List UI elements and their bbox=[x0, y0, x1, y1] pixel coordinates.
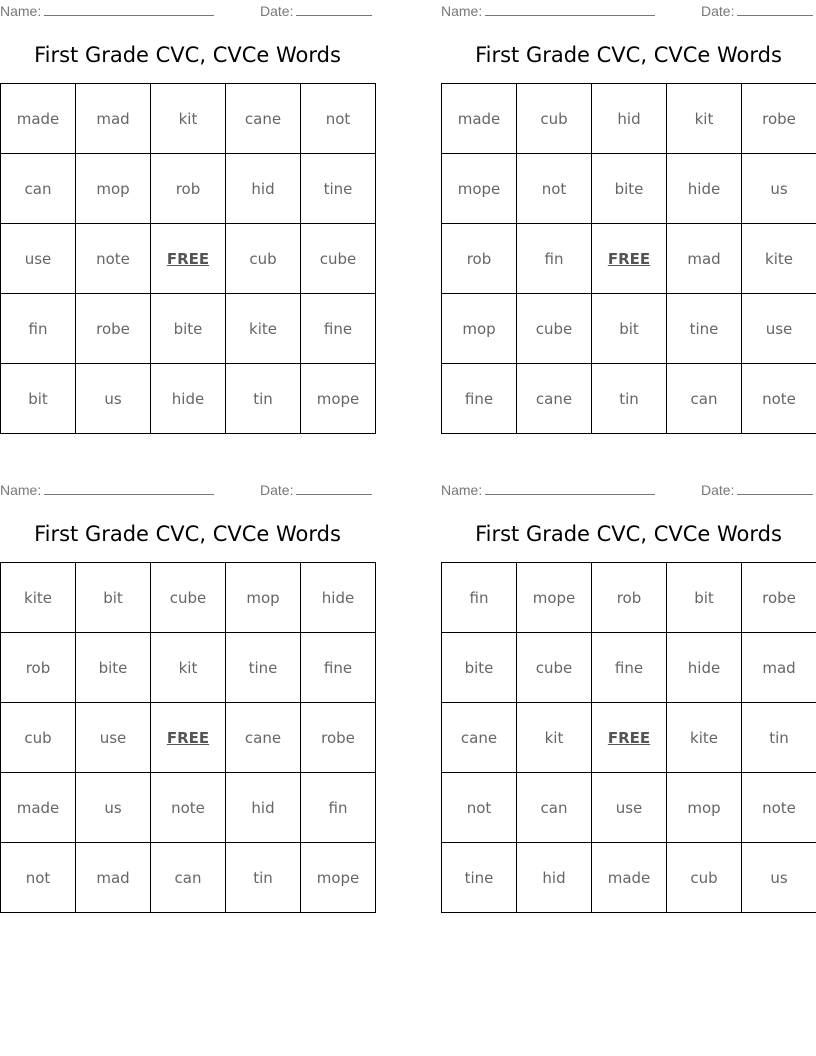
word-cell: rob bbox=[1, 633, 76, 703]
bingo-row bbox=[442, 294, 816, 364]
word-cell: not bbox=[1, 843, 76, 913]
bingo-row bbox=[1, 703, 376, 773]
word-cell: cube bbox=[517, 294, 592, 364]
word-cell: cube bbox=[301, 224, 376, 294]
word-cell: cub bbox=[226, 224, 301, 294]
free-space bbox=[151, 703, 226, 773]
word-cell: robe bbox=[742, 563, 816, 633]
bingo-row bbox=[1, 294, 376, 364]
word-cell: bite bbox=[76, 633, 151, 703]
name-blank-line bbox=[44, 482, 214, 495]
word-cell: kite bbox=[1, 563, 76, 633]
date-label: Date: bbox=[701, 482, 735, 498]
bingo-row bbox=[1, 843, 376, 913]
word-cell: rob bbox=[151, 154, 226, 224]
word-cell: kite bbox=[226, 294, 301, 364]
word-cell: use bbox=[76, 703, 151, 773]
word-cell: hid bbox=[517, 843, 592, 913]
word-cell: cane bbox=[226, 703, 301, 773]
name-blank-line bbox=[485, 482, 655, 495]
word-cell: bit bbox=[1, 364, 76, 434]
date-blank-line bbox=[296, 3, 372, 16]
name-label: Name: bbox=[441, 3, 483, 19]
bingo-row bbox=[442, 84, 816, 154]
word-cell: us bbox=[76, 773, 151, 843]
word-cell: mop bbox=[442, 294, 517, 364]
bingo-row bbox=[442, 224, 816, 294]
word-cell: hid bbox=[226, 154, 301, 224]
word-cell: tin bbox=[226, 364, 301, 434]
word-cell: mop bbox=[76, 154, 151, 224]
free-space-label: FREE bbox=[166, 728, 210, 747]
word-cell: rob bbox=[592, 563, 667, 633]
word-cell: mope bbox=[301, 843, 376, 913]
name-label: Name: bbox=[0, 3, 42, 19]
bingo-row bbox=[1, 224, 376, 294]
word-cell: kit bbox=[667, 84, 742, 154]
bingo-row bbox=[442, 843, 816, 913]
word-cell: bite bbox=[592, 154, 667, 224]
bingo-row bbox=[1, 364, 376, 434]
free-space bbox=[592, 703, 667, 773]
word-cell: kite bbox=[667, 703, 742, 773]
word-cell: tine bbox=[667, 294, 742, 364]
bingo-row bbox=[1, 563, 376, 633]
bingo-card bbox=[441, 0, 816, 408]
word-cell: tine bbox=[226, 633, 301, 703]
word-cell: not bbox=[442, 773, 517, 843]
bingo-row bbox=[1, 633, 376, 703]
name-label: Name: bbox=[441, 482, 483, 498]
word-cell: fine bbox=[301, 294, 376, 364]
word-cell: can bbox=[1, 154, 76, 224]
card-title: First Grade CVC, CVCe Words bbox=[475, 522, 782, 546]
date-field bbox=[701, 3, 813, 19]
word-cell: fine bbox=[592, 633, 667, 703]
word-cell: hide bbox=[667, 633, 742, 703]
bingo-card bbox=[0, 0, 375, 408]
word-cell: tine bbox=[301, 154, 376, 224]
card-header bbox=[441, 0, 816, 20]
word-cell: made bbox=[1, 84, 76, 154]
word-cell: cub bbox=[1, 703, 76, 773]
word-cell: note bbox=[742, 364, 816, 434]
card-header bbox=[441, 479, 816, 499]
word-cell: mop bbox=[667, 773, 742, 843]
word-cell: bit bbox=[76, 563, 151, 633]
name-label: Name: bbox=[0, 482, 42, 498]
name-field bbox=[0, 482, 214, 498]
free-space bbox=[151, 224, 226, 294]
free-space bbox=[592, 224, 667, 294]
bingo-row bbox=[1, 773, 376, 843]
word-cell: note bbox=[76, 224, 151, 294]
name-field bbox=[441, 3, 655, 19]
word-cell: hid bbox=[226, 773, 301, 843]
word-cell: fine bbox=[301, 633, 376, 703]
word-cell: kit bbox=[151, 84, 226, 154]
word-cell: can bbox=[151, 843, 226, 913]
word-cell: bit bbox=[592, 294, 667, 364]
word-cell: mope bbox=[301, 364, 376, 434]
word-cell: hid bbox=[592, 84, 667, 154]
word-cell: rob bbox=[442, 224, 517, 294]
word-cell: made bbox=[1, 773, 76, 843]
word-cell: mad bbox=[76, 84, 151, 154]
bingo-card bbox=[0, 479, 375, 887]
word-cell: bite bbox=[442, 633, 517, 703]
free-space-label: FREE bbox=[607, 728, 651, 747]
word-cell: cane bbox=[517, 364, 592, 434]
name-field bbox=[0, 3, 214, 19]
word-cell: kite bbox=[742, 224, 816, 294]
word-cell: mope bbox=[517, 563, 592, 633]
bingo-card bbox=[441, 479, 816, 887]
bingo-row bbox=[1, 84, 376, 154]
word-cell: tine bbox=[442, 843, 517, 913]
word-cell: kit bbox=[151, 633, 226, 703]
word-cell: use bbox=[1, 224, 76, 294]
date-blank-line bbox=[737, 482, 813, 495]
card-title: First Grade CVC, CVCe Words bbox=[34, 522, 341, 546]
word-cell: bite bbox=[151, 294, 226, 364]
word-cell: cane bbox=[442, 703, 517, 773]
date-field bbox=[701, 482, 813, 498]
card-header bbox=[0, 479, 375, 499]
date-blank-line bbox=[737, 3, 813, 16]
word-cell: fin bbox=[1, 294, 76, 364]
card-title: First Grade CVC, CVCe Words bbox=[475, 43, 782, 67]
date-label: Date: bbox=[260, 3, 294, 19]
word-cell: not bbox=[517, 154, 592, 224]
word-cell: fine bbox=[442, 364, 517, 434]
word-cell: robe bbox=[76, 294, 151, 364]
word-cell: made bbox=[442, 84, 517, 154]
name-blank-line bbox=[485, 3, 655, 16]
bingo-row bbox=[442, 563, 816, 633]
date-label: Date: bbox=[701, 3, 735, 19]
word-cell: bit bbox=[667, 563, 742, 633]
word-cell: note bbox=[151, 773, 226, 843]
date-field bbox=[260, 482, 372, 498]
word-cell: use bbox=[742, 294, 816, 364]
word-cell: fin bbox=[301, 773, 376, 843]
name-field bbox=[441, 482, 655, 498]
word-cell: use bbox=[592, 773, 667, 843]
word-cell: can bbox=[517, 773, 592, 843]
word-cell: made bbox=[592, 843, 667, 913]
name-blank-line bbox=[44, 3, 214, 16]
card-title: First Grade CVC, CVCe Words bbox=[34, 43, 341, 67]
bingo-row bbox=[442, 773, 816, 843]
bingo-row bbox=[442, 154, 816, 224]
word-cell: us bbox=[76, 364, 151, 434]
word-cell: hide bbox=[151, 364, 226, 434]
bingo-row bbox=[442, 633, 816, 703]
word-cell: mad bbox=[667, 224, 742, 294]
date-label: Date: bbox=[260, 482, 294, 498]
word-cell: robe bbox=[742, 84, 816, 154]
word-cell: not bbox=[301, 84, 376, 154]
word-cell: cube bbox=[151, 563, 226, 633]
bingo-row bbox=[442, 703, 816, 773]
bingo-grid bbox=[441, 562, 816, 913]
word-cell: cane bbox=[226, 84, 301, 154]
word-cell: tin bbox=[742, 703, 816, 773]
date-blank-line bbox=[296, 482, 372, 495]
bingo-grid bbox=[0, 83, 376, 434]
word-cell: can bbox=[667, 364, 742, 434]
free-space-label: FREE bbox=[166, 249, 210, 268]
word-cell: mad bbox=[742, 633, 816, 703]
word-cell: fin bbox=[517, 224, 592, 294]
word-cell: mad bbox=[76, 843, 151, 913]
word-cell: tin bbox=[592, 364, 667, 434]
word-cell: us bbox=[742, 843, 816, 913]
word-cell: note bbox=[742, 773, 816, 843]
word-cell: tin bbox=[226, 843, 301, 913]
bingo-row bbox=[442, 364, 816, 434]
bingo-grid bbox=[441, 83, 816, 434]
word-cell: hide bbox=[301, 563, 376, 633]
word-cell: robe bbox=[301, 703, 376, 773]
word-cell: mop bbox=[226, 563, 301, 633]
word-cell: cub bbox=[667, 843, 742, 913]
card-header bbox=[0, 0, 375, 20]
word-cell: kit bbox=[517, 703, 592, 773]
word-cell: cub bbox=[517, 84, 592, 154]
date-field bbox=[260, 3, 372, 19]
word-cell: fin bbox=[442, 563, 517, 633]
free-space-label: FREE bbox=[607, 249, 651, 268]
word-cell: cube bbox=[517, 633, 592, 703]
word-cell: mope bbox=[442, 154, 517, 224]
word-cell: us bbox=[742, 154, 816, 224]
word-cell: hide bbox=[667, 154, 742, 224]
bingo-row bbox=[1, 154, 376, 224]
bingo-grid bbox=[0, 562, 376, 913]
